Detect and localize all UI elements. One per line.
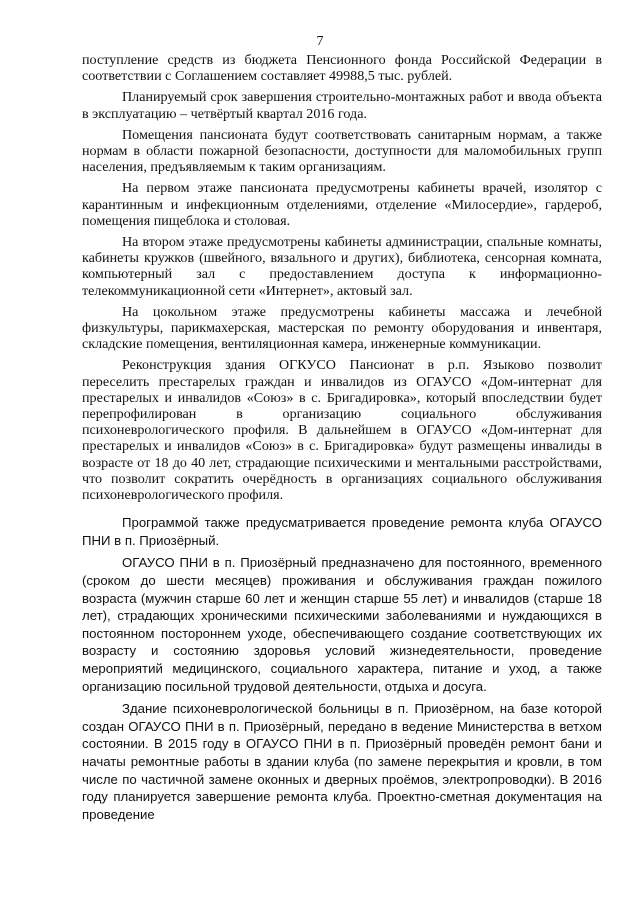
paragraph-pni-purpose: ОГАУСО ПНИ в п. Приозёрный предназначено для постоянного, временного (сроком до шести месяцев) проживания и обслуживания граждан пожилого возраста (мужчин старше 60 лет и женщин старше 55 лет) и инвалидов (старше 18 лет), страдающих хроническими психическими заболеваниями и нуждающихся в постоянном постороннем уходе, обеспечивающего создание соответствующих их возрасту и состоянию здоровья условий жизнедеятельности, проведение мероприятий медицинского, социального характера, питание и уход, а также организацию посильной трудовой деятельности, отдыха и досуга.: [82, 555, 602, 694]
paragraph-second-floor: На втором этаже предусмотрены кабинеты администрации, спальные комнаты, кабинеты кружков (швейного, вязального и других), библиотека, сенсорная комната, компьютерный зал с предоставлением доступа к информационно-телекоммуникационной сети «Интернет», актовый зал.: [82, 234, 602, 299]
paragraph-pension-fund-funding: поступление средств из бюджета Пенсионного фонда Российской Федерации в соответствии с Соглашением составляет 49988,5 тыс. рублей.: [82, 52, 602, 85]
paragraph-first-floor: На первом этаже пансионата предусмотрены кабинеты врачей, изолятор с карантинным и инфекционным отделениями, отделение «Милосердие», гардероб, помещения пищеблока и столовая.: [82, 180, 602, 229]
paragraph-hospital-building: Здание психоневрологической больницы в п. Приозёрном, на базе которой создан ОГАУСО ПНИ в п. Приозёрный, передано в ведение Министерства в ветхом состоянии. В 2015 году в ОГАУСО ПНИ в п. Приозёрный проведён ремонт бани и начаты ремонтные работы в здании клуба (по замене перекрытия и кровли, в том числе по частичной замене оконных и дверных проёмов, электропроводки). В 2016 году планируется завершение ремонта клуба. Проектно-сметная документация на проведение: [82, 701, 602, 822]
paragraph-club-repair: Программой также предусматривается проведение ремонта клуба ОГАУСО ПНИ в п. Приозёрный.: [82, 515, 602, 548]
paragraph-completion-date: Планируемый срок завершения строительно-монтажных работ и ввода объекта в эксплуатацию – четвёртый квартал 2016 года.: [82, 89, 602, 122]
body-text: [82, 52, 602, 823]
paragraph-sanitary-norms: Помещения пансионата будут соответствовать санитарным нормам, а также нормам в области пожарной безопасности, доступности для маломобильных групп населения, предъявляемым к таким организациям.: [82, 126, 602, 176]
paragraph-reconstruction-yazykovo: Реконструкция здания ОГКУСО Пансионат в р.п. Языково позволит переселить престарелых граждан и инвалидов из ОГАУСО «Дом-интернат для престарелых и инвалидов «Союз» в с. Бригадировка», который впоследствии будет перепрофилирован в организацию социального обслуживания психоневрологического профиля. В дальнейшем в ОГАУСО «Дом-интернат для престарелых и инвалидов «Союз» в с. Бригадировка» будут размещены инвалиды в возрасте от 18 до 40 лет, страдающие психическими и ментальными расстройствами, что позволит сократить очерёдность в организациях социального обслуживания психоневрологического профиля.: [82, 357, 602, 504]
paragraph-basement-floor: На цокольном этаже предусмотрены кабинеты массажа и лечебной физкультуры, парикмахерская, мастерская по ремонту оборудования и инвентаря, складские помещения, вентиляционная камера, инженерные коммуникации.: [82, 303, 602, 353]
page-number: 7: [316, 34, 324, 49]
